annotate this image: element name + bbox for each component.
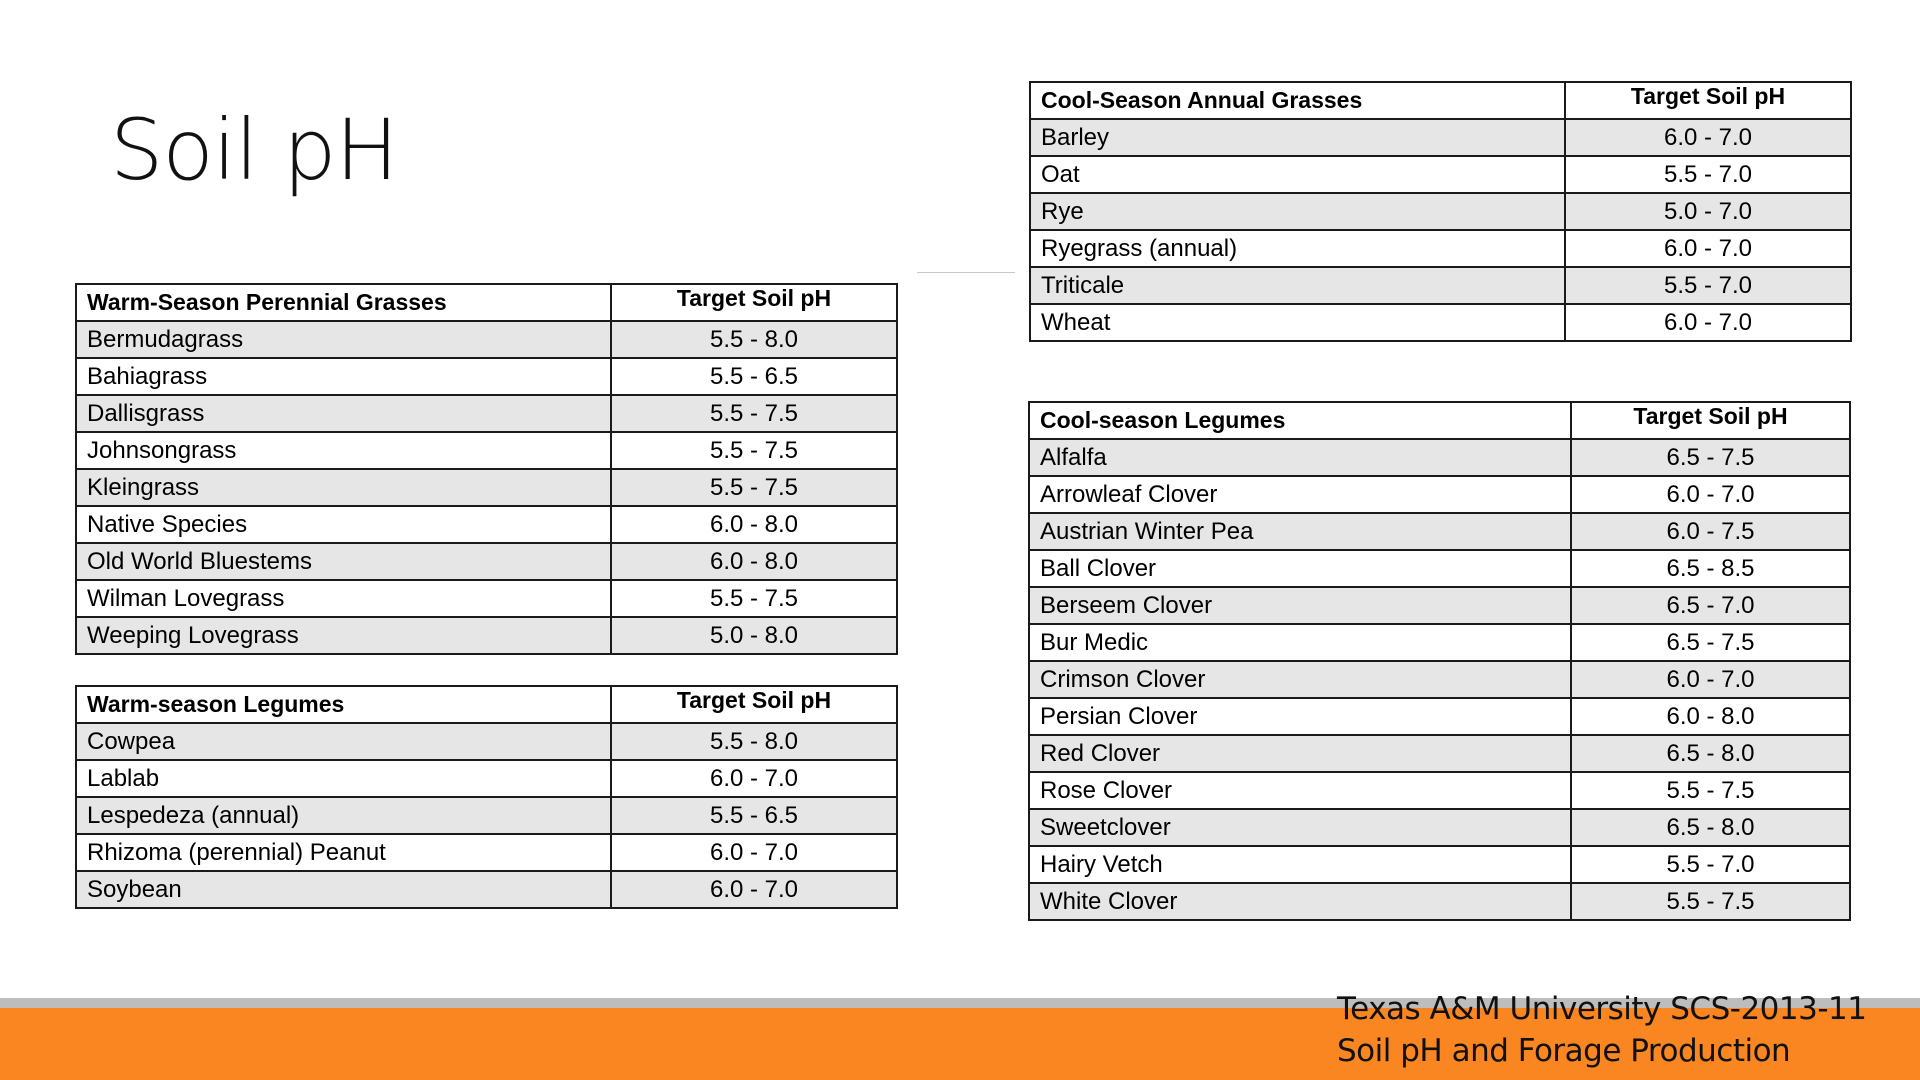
table-row [1030, 156, 1851, 193]
table-row [76, 617, 897, 654]
table-row [1029, 809, 1850, 846]
table-header-row [1029, 402, 1850, 439]
table-row [1029, 550, 1850, 587]
target-ph-cell: 6.0 - 8.0 [611, 543, 897, 580]
species-name-cell: Barley [1030, 119, 1565, 156]
species-name-cell: Old World Bluestems [76, 543, 611, 580]
table-header-row [1030, 82, 1851, 119]
species-name-cell: Hairy Vetch [1029, 846, 1571, 883]
species-name-cell: Rye [1030, 193, 1565, 230]
page-title: Soil pH [110, 101, 398, 199]
species-name-cell: Kleingrass [76, 469, 611, 506]
table-header-row [76, 686, 897, 723]
cool-season-legumes-table [1028, 401, 1851, 921]
species-name-cell: Ball Clover [1029, 550, 1571, 587]
divider-line [917, 272, 1015, 273]
table-row [1029, 439, 1850, 476]
table-row [1029, 883, 1850, 920]
species-name-cell: Wheat [1030, 304, 1565, 341]
target-ph-cell: 5.5 - 7.5 [611, 395, 897, 432]
target-ph-cell: 6.0 - 7.0 [611, 834, 897, 871]
table-row [1030, 230, 1851, 267]
table-header-target-ph: Target Soil pH [1565, 82, 1851, 119]
warm-season-legumes-table [75, 685, 898, 909]
table-row [76, 834, 897, 871]
target-ph-cell: 6.0 - 7.0 [611, 871, 897, 908]
species-name-cell: Oat [1030, 156, 1565, 193]
target-ph-cell: 6.0 - 7.0 [611, 760, 897, 797]
table-row [1030, 267, 1851, 304]
species-name-cell: Bahiagrass [76, 358, 611, 395]
table-row [76, 543, 897, 580]
species-name-cell: Austrian Winter Pea [1029, 513, 1571, 550]
table-row [76, 469, 897, 506]
table-row [76, 358, 897, 395]
table-row [1030, 119, 1851, 156]
target-ph-cell: 5.5 - 8.0 [611, 723, 897, 760]
target-ph-cell: 6.0 - 7.5 [1571, 513, 1850, 550]
table-header-target-ph: Target Soil pH [611, 686, 897, 723]
citation-line-1: Texas A&M University SCS-2013-11 [1337, 991, 1867, 1027]
cool-season-annual-grasses-table [1029, 81, 1852, 342]
table-row [76, 321, 897, 358]
target-ph-cell: 5.5 - 7.5 [611, 432, 897, 469]
species-name-cell: Lablab [76, 760, 611, 797]
target-ph-cell: 6.0 - 7.0 [1571, 476, 1850, 513]
species-name-cell: Arrowleaf Clover [1029, 476, 1571, 513]
target-ph-cell: 5.5 - 7.5 [1571, 883, 1850, 920]
table-header-category: Cool-Season Annual Grasses [1030, 82, 1565, 119]
target-ph-cell: 6.0 - 7.0 [1565, 304, 1851, 341]
species-name-cell: Sweetclover [1029, 809, 1571, 846]
table-row [1029, 513, 1850, 550]
target-ph-cell: 6.0 - 8.0 [611, 506, 897, 543]
target-ph-cell: 6.5 - 7.5 [1571, 624, 1850, 661]
table-row [1030, 193, 1851, 230]
target-ph-cell: 5.5 - 6.5 [611, 358, 897, 395]
species-name-cell: Native Species [76, 506, 611, 543]
species-name-cell: Cowpea [76, 723, 611, 760]
table-header-target-ph: Target Soil pH [611, 284, 897, 321]
target-ph-cell: 6.5 - 7.0 [1571, 587, 1850, 624]
table-row [76, 395, 897, 432]
species-name-cell: Red Clover [1029, 735, 1571, 772]
species-name-cell: Bur Medic [1029, 624, 1571, 661]
table-header-row [76, 284, 897, 321]
species-name-cell: Soybean [76, 871, 611, 908]
species-name-cell: Johnsongrass [76, 432, 611, 469]
table-row [76, 871, 897, 908]
warm-season-perennial-grasses-table [75, 283, 898, 655]
table-header-category: Warm-Season Perennial Grasses [76, 284, 611, 321]
species-name-cell: Crimson Clover [1029, 661, 1571, 698]
target-ph-cell: 6.5 - 7.5 [1571, 439, 1850, 476]
table-row [1029, 661, 1850, 698]
table-row [1029, 476, 1850, 513]
target-ph-cell: 5.5 - 7.5 [611, 580, 897, 617]
species-name-cell: Triticale [1030, 267, 1565, 304]
table-row [76, 432, 897, 469]
species-name-cell: Wilman Lovegrass [76, 580, 611, 617]
table-row [76, 506, 897, 543]
target-ph-cell: 6.0 - 8.0 [1571, 698, 1850, 735]
target-ph-cell: 5.5 - 7.5 [611, 469, 897, 506]
target-ph-cell: 5.5 - 7.0 [1565, 267, 1851, 304]
species-name-cell: Alfalfa [1029, 439, 1571, 476]
target-ph-cell: 5.5 - 8.0 [611, 321, 897, 358]
table-row [76, 760, 897, 797]
source-citation [1337, 988, 1866, 1072]
table-row [1029, 735, 1850, 772]
species-name-cell: Persian Clover [1029, 698, 1571, 735]
target-ph-cell: 6.5 - 8.5 [1571, 550, 1850, 587]
target-ph-cell: 6.0 - 7.0 [1571, 661, 1850, 698]
target-ph-cell: 6.5 - 8.0 [1571, 809, 1850, 846]
species-name-cell: White Clover [1029, 883, 1571, 920]
species-name-cell: Berseem Clover [1029, 587, 1571, 624]
table-header-category: Cool-season Legumes [1029, 402, 1571, 439]
table-row [1029, 624, 1850, 661]
species-name-cell: Weeping Lovegrass [76, 617, 611, 654]
table-row [1029, 772, 1850, 809]
target-ph-cell: 6.5 - 8.0 [1571, 735, 1850, 772]
target-ph-cell: 6.0 - 7.0 [1565, 230, 1851, 267]
table-row [1029, 698, 1850, 735]
species-name-cell: Ryegrass (annual) [1030, 230, 1565, 267]
target-ph-cell: 5.5 - 7.0 [1565, 156, 1851, 193]
target-ph-cell: 5.0 - 7.0 [1565, 193, 1851, 230]
table-header-category: Warm-season Legumes [76, 686, 611, 723]
species-name-cell: Lespedeza (annual) [76, 797, 611, 834]
table-row [1029, 846, 1850, 883]
table-row [1030, 304, 1851, 341]
table-row [76, 723, 897, 760]
table-row [76, 797, 897, 834]
target-ph-cell: 5.5 - 7.0 [1571, 846, 1850, 883]
species-name-cell: Rose Clover [1029, 772, 1571, 809]
species-name-cell: Dallisgrass [76, 395, 611, 432]
target-ph-cell: 5.0 - 8.0 [611, 617, 897, 654]
citation-line-2: Soil pH and Forage Production [1337, 1033, 1791, 1069]
table-header-target-ph: Target Soil pH [1571, 402, 1850, 439]
table-row [1029, 587, 1850, 624]
species-name-cell: Bermudagrass [76, 321, 611, 358]
target-ph-cell: 6.0 - 7.0 [1565, 119, 1851, 156]
species-name-cell: Rhizoma (perennial) Peanut [76, 834, 611, 871]
table-row [76, 580, 897, 617]
target-ph-cell: 5.5 - 7.5 [1571, 772, 1850, 809]
target-ph-cell: 5.5 - 6.5 [611, 797, 897, 834]
